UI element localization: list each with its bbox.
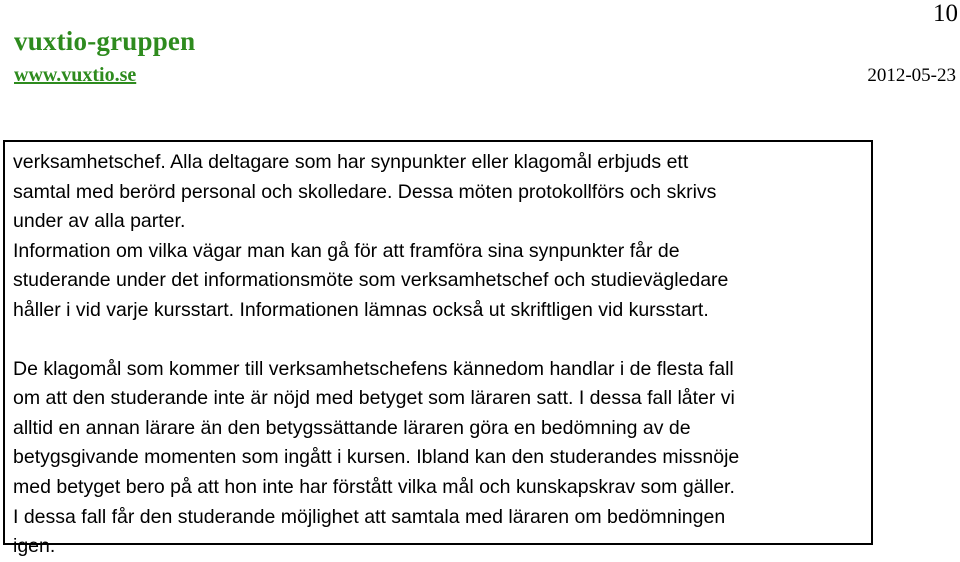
brand-name: vuxtio-gruppen bbox=[14, 26, 196, 56]
text-line: Information om vilka vägar man kan gå för att framföra sina synpunkter får de bbox=[13, 239, 680, 262]
text-line: betygsgivande momenten som ingått i kursen. Ibland kan den studerandes missnöje bbox=[13, 446, 740, 469]
text-line: om att den studerande inte är nöjd med betyget som läraren satt. I dessa fall låter vi bbox=[13, 387, 735, 410]
text-line: studerande under det informationsmöte som verksamhetschef och studievägledare bbox=[13, 269, 729, 292]
paragraph-2 bbox=[13, 355, 871, 562]
text-line: igen. bbox=[13, 535, 56, 558]
text-line: samtal med berörd personal och skolledare. Dessa möten protokollförs och skrivs bbox=[13, 180, 717, 203]
document-date: 2012-05-23 bbox=[867, 65, 956, 86]
text-line: alltid en annan lärare än den betygssättande läraren göra en bedömning av de bbox=[13, 416, 691, 439]
paragraph-1 bbox=[13, 148, 871, 326]
content-box bbox=[3, 140, 873, 558]
text-line: I dessa fall får den studerande möjlighet att samtala med läraren om bedömningen bbox=[13, 505, 726, 528]
page-number: 10 bbox=[933, 0, 958, 27]
brand-url-link[interactable]: www.vuxtio.se bbox=[14, 64, 137, 86]
text-line: håller i vid varje kursstart. Informationen lämnas också ut skriftligen vid kursstart. bbox=[13, 298, 709, 321]
text-line: med betyget bero på att hon inte har förstått vilka mål och kunskapskrav som gäller. bbox=[13, 475, 735, 498]
text-line: under av alla parter. bbox=[13, 210, 186, 233]
text-line: De klagomål som kommer till verksamhetschefens kännedom handlar i de flesta fall bbox=[13, 357, 734, 380]
text-line: verksamhetschef. Alla deltagare som har synpunkter eller klagomål erbjuds ett bbox=[13, 151, 689, 173]
